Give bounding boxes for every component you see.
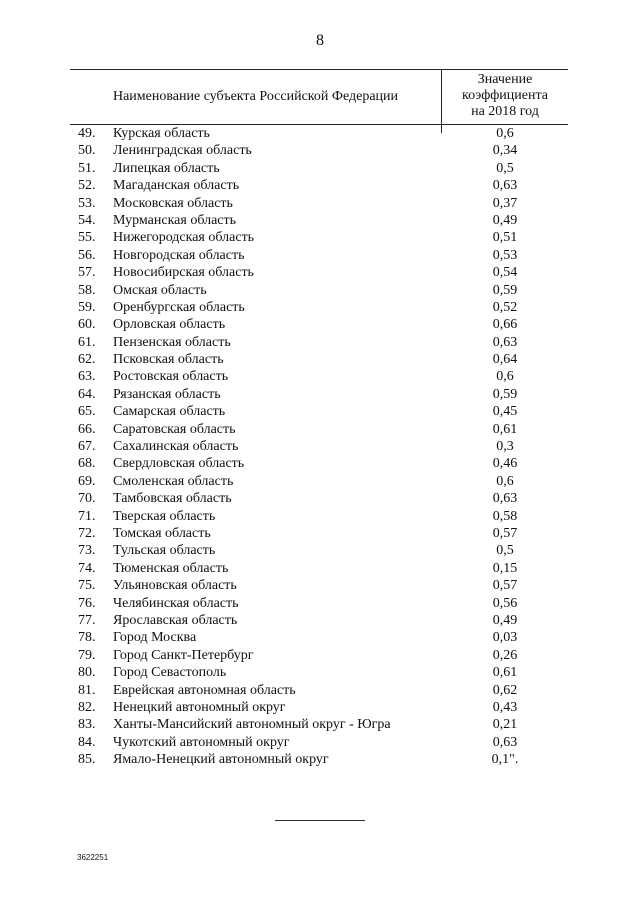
table-row bbox=[70, 160, 568, 177]
coefficient-value: 0,21 bbox=[492, 717, 518, 733]
coefficient-value: 0,46 bbox=[492, 456, 518, 472]
coefficient-value: 0,61 bbox=[492, 665, 518, 681]
table-row bbox=[70, 542, 568, 559]
coefficient-value: 0,03 bbox=[492, 630, 518, 646]
table-row bbox=[70, 490, 568, 507]
coefficient-value: 0,59 bbox=[492, 282, 518, 298]
coefficient-value: 0,5 bbox=[496, 543, 514, 559]
coefficient-value: 0,63 bbox=[492, 491, 518, 507]
region-name: Самарская область bbox=[113, 404, 226, 420]
coefficient-value: 0,63 bbox=[492, 334, 518, 350]
table-row bbox=[70, 525, 568, 542]
table-row bbox=[70, 351, 568, 368]
region-name: Московская область bbox=[113, 195, 233, 211]
row-number: 77. bbox=[78, 612, 96, 628]
row-number: 61. bbox=[78, 334, 96, 350]
table-row bbox=[70, 403, 568, 420]
table-row bbox=[70, 664, 568, 681]
region-name: Новгородская область bbox=[113, 247, 245, 263]
region-name: Тверская область bbox=[113, 508, 216, 524]
table-row bbox=[70, 282, 568, 299]
coefficient-value: 0,63 bbox=[492, 178, 518, 194]
coefficient-value: 0,61 bbox=[492, 421, 518, 437]
table-row bbox=[70, 560, 568, 577]
row-number: 78. bbox=[78, 630, 96, 646]
region-name: Еврейская автономная область bbox=[113, 682, 296, 698]
coefficient-table bbox=[70, 69, 568, 768]
row-number: 66. bbox=[78, 421, 96, 437]
table-row bbox=[70, 195, 568, 212]
coefficient-value: 0,54 bbox=[492, 265, 518, 281]
table-row bbox=[70, 247, 568, 264]
coefficient-value: 0,49 bbox=[492, 612, 518, 628]
coefficient-value: 0,58 bbox=[492, 508, 518, 524]
region-name: Город Москва bbox=[113, 630, 197, 646]
region-name: Томская область bbox=[113, 525, 211, 541]
coefficient-value: 0,52 bbox=[492, 299, 518, 315]
coefficient-value: 0,45 bbox=[492, 404, 518, 420]
table-row bbox=[70, 716, 568, 733]
table-row bbox=[70, 142, 568, 159]
region-name: Ростовская область bbox=[113, 369, 229, 385]
row-number: 81. bbox=[78, 682, 96, 698]
table-row bbox=[70, 264, 568, 281]
region-name: Тамбовская область bbox=[113, 491, 232, 507]
coefficient-value: 0,6 bbox=[496, 369, 514, 385]
table-row bbox=[70, 508, 568, 525]
region-name: Ульяновская область bbox=[113, 578, 237, 594]
header-coefficient-value: Значение коэффициента на 2018 год bbox=[462, 72, 548, 119]
table-row bbox=[70, 751, 568, 768]
row-number: 63. bbox=[78, 369, 96, 385]
coefficient-value: 0,34 bbox=[492, 143, 518, 159]
table-row bbox=[70, 229, 568, 246]
table-row bbox=[70, 455, 568, 472]
coefficient-value: 0,5 bbox=[496, 160, 514, 176]
region-name: Тульская область bbox=[113, 543, 216, 559]
region-name: Город Санкт-Петербург bbox=[113, 647, 254, 663]
region-name: Пензенская область bbox=[113, 334, 231, 350]
table-row bbox=[70, 577, 568, 594]
row-number: 57. bbox=[78, 265, 96, 281]
region-name: Город Севастополь bbox=[113, 665, 227, 681]
row-number: 50. bbox=[78, 143, 96, 159]
region-name: Липецкая область bbox=[113, 160, 220, 176]
row-number: 85. bbox=[78, 752, 96, 768]
row-number: 58. bbox=[78, 282, 96, 298]
coefficient-value: 0,64 bbox=[492, 352, 518, 368]
region-name: Свердловская область bbox=[113, 456, 245, 472]
row-number: 76. bbox=[78, 595, 96, 611]
table-row bbox=[70, 647, 568, 664]
row-number: 62. bbox=[78, 352, 96, 368]
table-row bbox=[70, 299, 568, 316]
coefficient-value: 0,63 bbox=[492, 734, 518, 750]
table-row bbox=[70, 699, 568, 716]
region-name: Омская область bbox=[113, 282, 207, 298]
table-row bbox=[70, 368, 568, 385]
region-name: Саратовская область bbox=[113, 421, 236, 437]
row-number: 53. bbox=[78, 195, 96, 211]
coefficient-value: 0,62 bbox=[492, 682, 518, 698]
coefficient-value: 0,37 bbox=[492, 195, 518, 211]
coefficient-value: 0,26 bbox=[492, 647, 518, 663]
table-row bbox=[70, 421, 568, 438]
document-code: 3622251 bbox=[77, 853, 109, 862]
table-header bbox=[70, 69, 568, 125]
row-number: 70. bbox=[78, 491, 96, 507]
coefficient-value: 0,51 bbox=[492, 230, 518, 246]
coefficient-value: 0,6 bbox=[496, 126, 514, 141]
region-name: Чукотский автономный округ bbox=[113, 734, 290, 750]
region-name: Ярославская область bbox=[113, 612, 238, 628]
row-number: 71. bbox=[78, 508, 96, 524]
region-name: Тюменская область bbox=[113, 560, 229, 576]
table-row bbox=[70, 177, 568, 194]
row-number: 56. bbox=[78, 247, 96, 263]
coefficient-value: 0,56 bbox=[492, 595, 518, 611]
row-number: 69. bbox=[78, 473, 96, 489]
table-row bbox=[70, 612, 568, 629]
region-name: Псковская область bbox=[113, 352, 224, 368]
row-number: 73. bbox=[78, 543, 96, 559]
region-name: Рязанская область bbox=[113, 386, 221, 402]
table-row bbox=[70, 438, 568, 455]
region-name: Нижегородская область bbox=[113, 230, 255, 246]
row-number: 84. bbox=[78, 734, 96, 750]
row-number: 79. bbox=[78, 647, 96, 663]
coefficient-value: 0,49 bbox=[492, 212, 518, 228]
table-body bbox=[70, 125, 568, 768]
region-name: Орловская область bbox=[113, 317, 226, 333]
table-row bbox=[70, 125, 568, 142]
region-name: Ямало-Ненецкий автономный округ bbox=[113, 752, 329, 768]
row-number: 72. bbox=[78, 525, 96, 541]
row-number: 74. bbox=[78, 560, 96, 576]
region-name: Мурманская область bbox=[113, 212, 237, 228]
coefficient-value: 0,59 bbox=[492, 386, 518, 402]
table-row bbox=[70, 386, 568, 403]
closing-line bbox=[275, 820, 365, 821]
row-number: 68. bbox=[78, 456, 96, 472]
row-number: 52. bbox=[78, 178, 96, 194]
row-number: 55. bbox=[78, 230, 96, 246]
row-number: 65. bbox=[78, 404, 96, 420]
table-row bbox=[70, 595, 568, 612]
region-name: Сахалинская область bbox=[113, 439, 239, 455]
region-name: Курская область bbox=[113, 126, 210, 141]
coefficient-value: 0,66 bbox=[492, 317, 518, 333]
coefficient-value: 0,53 bbox=[492, 247, 518, 263]
row-number: 49. bbox=[78, 126, 96, 141]
row-number: 51. bbox=[78, 160, 96, 176]
table-row bbox=[70, 473, 568, 490]
table-row bbox=[70, 734, 568, 751]
region-name: Ленинградская область bbox=[113, 143, 252, 159]
table-row bbox=[70, 629, 568, 646]
row-number: 60. bbox=[78, 317, 96, 333]
coefficient-value: 0,6 bbox=[496, 473, 514, 489]
row-number: 82. bbox=[78, 699, 96, 715]
region-name: Челябинская область bbox=[113, 595, 239, 611]
row-number: 83. bbox=[78, 717, 96, 733]
table-row bbox=[70, 334, 568, 351]
region-name: Ханты-Мансийский автономный округ - Югра bbox=[113, 717, 391, 733]
row-number: 64. bbox=[78, 386, 96, 402]
region-name: Новосибирская область bbox=[113, 265, 254, 281]
table-row bbox=[70, 316, 568, 333]
coefficient-value: 0,3 bbox=[496, 439, 514, 455]
coefficient-value: 0,57 bbox=[492, 578, 518, 594]
row-number: 80. bbox=[78, 665, 96, 681]
header-region-name: Наименование субъекта Российской Федерации bbox=[112, 89, 399, 104]
page-number: 8 bbox=[316, 32, 324, 49]
row-number: 75. bbox=[78, 578, 96, 594]
row-number: 54. bbox=[78, 212, 96, 228]
row-number: 67. bbox=[78, 439, 96, 455]
region-name: Смоленская область bbox=[113, 473, 234, 489]
table-row bbox=[70, 682, 568, 699]
region-name: Оренбургская область bbox=[113, 299, 245, 315]
coefficient-value: 0,1". bbox=[491, 752, 519, 768]
coefficient-value: 0,15 bbox=[492, 560, 518, 576]
region-name: Ненецкий автономный округ bbox=[113, 699, 286, 715]
coefficient-value: 0,43 bbox=[492, 699, 518, 715]
table-row bbox=[70, 212, 568, 229]
region-name: Магаданская область bbox=[113, 178, 240, 194]
coefficient-value: 0,57 bbox=[492, 525, 518, 541]
row-number: 59. bbox=[78, 299, 96, 315]
